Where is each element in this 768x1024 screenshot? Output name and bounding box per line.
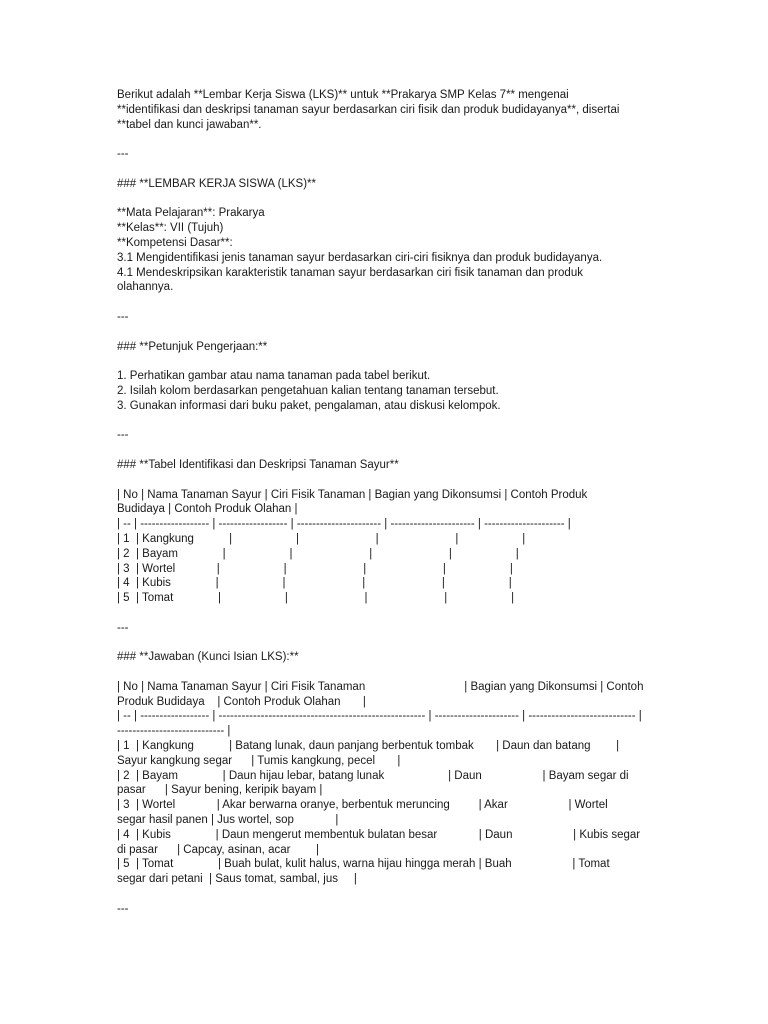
petunjuk-item: 2. Isilah kolom berdasarkan pengetahuan kalian tentang tanaman tersebut. (117, 384, 499, 397)
document-page (117, 88, 657, 917)
table-row: | No | Nama Tanaman Sayur | Ciri Fisik Tanaman | Bagian yang Dikonsumsi | Contoh Produk (117, 488, 588, 501)
info-line: 3.1 Mengidentifikasi jenis tanaman sayur berdasarkan ciri-ciri fisiknya dan produk budidayanya. (117, 251, 603, 264)
table-row: | 5 | Tomat | Buah bulat, kulit halus, warna hijau hingga merah | Buah | Tomat (117, 858, 610, 871)
lks-heading: ### **LEMBAR KERJA SISWA (LKS)** (117, 177, 316, 190)
table-row: | 1 | Kangkung | | | | | (117, 532, 526, 545)
info-line: olahannya. (117, 281, 174, 294)
blank-line (117, 132, 657, 147)
table-row: | -- | ------------------ | ------------------------------------------------------ | ---------------------- | ---------------------------- | (117, 710, 642, 723)
table-row: | 4 | Kubis | | | | | (117, 577, 512, 590)
table-row: | 5 | Tomat | | | | | (117, 592, 515, 605)
table-row: segar dari petani | Saus tomat, sambal, jus | (117, 873, 357, 886)
table-row: | -- | ------------------ | ------------------ | ---------------------- | ---------------------- | --------------------- | (117, 518, 571, 531)
table-row: | No | Nama Tanaman Sayur | Ciri Fisik Tanaman | Bagian yang Dikonsumsi | Contoh (117, 680, 644, 693)
blank-line (117, 325, 657, 340)
separator: --- (117, 429, 129, 442)
blank-line (117, 192, 657, 207)
table-row: Produk Budidaya | Contoh Produk Olahan | (117, 695, 366, 708)
table-row: | 1 | Kangkung | Batang lunak, daun panjang berbentuk tombak | Daun dan batang | (117, 740, 620, 753)
blank-line (117, 354, 657, 369)
table-row: | 3 | Wortel | | | | | (117, 562, 513, 575)
table-row: pasar | Sayur bening, keripik bayam | (117, 784, 323, 797)
separator: --- (117, 621, 129, 634)
table-row: Budidaya | Contoh Produk Olahan | (117, 503, 298, 516)
blank-line (117, 606, 657, 621)
intro-line: **identifikasi dan deskripsi tanaman sayur berdasarkan ciri fisik dan produk budidayanya**, disertai (117, 103, 620, 116)
intro-paragraph (117, 88, 657, 132)
separator: --- (117, 310, 129, 323)
table-row: | 4 | Kubis | Daun mengerut membentuk bulatan besar | Daun | Kubis segar (117, 828, 641, 841)
separator: --- (117, 148, 129, 161)
intro-line: Berikut adalah **Lembar Kerja Siswa (LKS)** untuk **Prakarya SMP Kelas 7** mengenai (117, 89, 569, 101)
table-row: | 2 | Bayam | Daun hijau lebar, batang lunak | Daun | Bayam segar di (117, 769, 629, 782)
tabel-heading: ### **Tabel Identifikasi dan Deskripsi Tanaman Sayur** (117, 458, 399, 471)
table-row: | 2 | Bayam | | | | | (117, 547, 519, 560)
petunjuk-list (117, 369, 657, 413)
table-row: di pasar | Capcay, asinan, acar | (117, 843, 319, 856)
info-block (117, 206, 657, 295)
petunjuk-item: 3. Gunakan informasi dari buku paket, pengalaman, atau diskusi kelompok. (117, 399, 501, 412)
table-row: | 3 | Wortel | Akar berwarna oranye, berbentuk meruncing | Akar | Wortel (117, 799, 608, 812)
blank-line (117, 295, 657, 310)
intro-line: **tabel dan kunci jawaban**. (117, 118, 262, 131)
table-row: segar hasil panen | Jus wortel, sop | (117, 814, 339, 827)
info-line: **Mata Pelajaran**: Prakarya (117, 207, 265, 220)
petunjuk-heading: ### **Petunjuk Pengerjaan:** (117, 340, 268, 353)
blank-line (117, 443, 657, 458)
blank-line (117, 665, 657, 680)
blank-line (117, 162, 657, 177)
info-line: **Kompetensi Dasar**: (117, 236, 233, 249)
blank-line (117, 635, 657, 650)
table-row: ---------------------------- | (117, 725, 231, 738)
info-line: **Kelas**: VII (Tujuh) (117, 222, 224, 235)
tabel-jawaban (117, 680, 657, 887)
blank-line (117, 887, 657, 902)
table-row: Sayur kangkung segar | Tumis kangkung, pecel | (117, 754, 401, 767)
info-line: 4.1 Mendeskripsikan karakteristik tanaman sayur berdasarkan ciri fisik tanaman dan produk (117, 266, 583, 279)
petunjuk-item: 1. Perhatikan gambar atau nama tanaman pada tabel berikut. (117, 370, 431, 383)
blank-line (117, 414, 657, 429)
separator: --- (117, 902, 129, 915)
jawaban-heading: ### **Jawaban (Kunci Isian LKS):** (117, 651, 299, 664)
blank-line (117, 473, 657, 488)
tabel-identifikasi (117, 488, 657, 606)
